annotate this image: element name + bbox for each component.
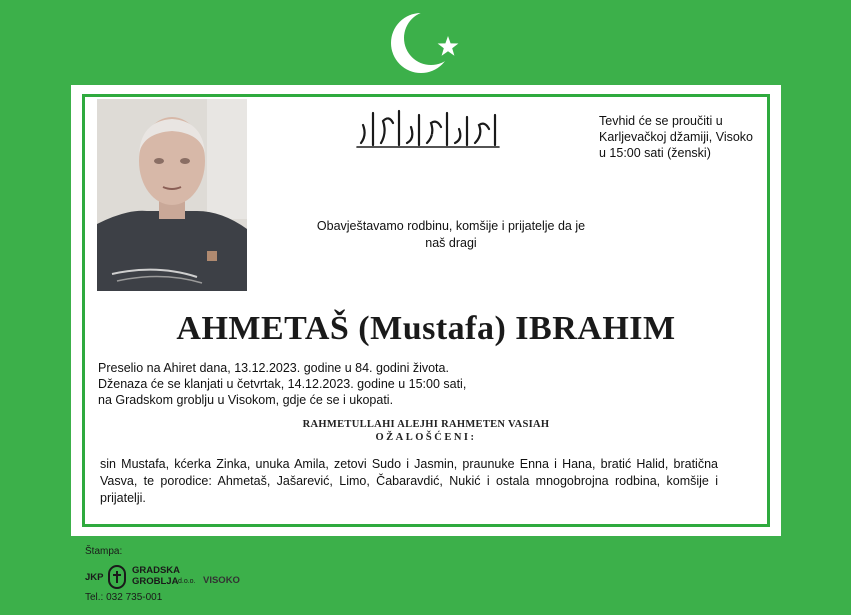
mourners-label: OŽALOŠĆENI: xyxy=(375,432,477,443)
details-line: Preselio na Ahiret dana, 13.12.2023. godine u 84. godini života. xyxy=(98,361,449,375)
announcement-line: naš dragi xyxy=(425,236,477,250)
details-line: Dženaza će se klanjati u četvrtak, 14.12.2023. godine u 15:00 sati, xyxy=(98,377,467,391)
tevhid-line: Karljevačkoj džamiji, Visoko xyxy=(599,130,753,144)
org-name xyxy=(132,565,180,587)
svg-text:ارتحل الى ربها: ارتحل الى ربها xyxy=(428,135,434,136)
tevhid-notice xyxy=(599,113,769,161)
prayer-block xyxy=(71,418,781,444)
org-suffix: d.o.o. xyxy=(178,578,196,585)
tevhid-line: Tevhid će se proučiti u xyxy=(599,114,723,128)
org-prefix: JKP xyxy=(85,572,104,583)
printer-logo xyxy=(85,563,255,591)
death-details xyxy=(98,360,518,408)
arabic-calligraphy-heading xyxy=(353,105,503,151)
family-list: sin Mustafa, kćerka Zinka, unuka Amila, zetovi Sudo i Jasmin, praunuke Enna i Hana, bratić Halid, bratična Vasva, te porodice: Ahmetaš, Jašarević, Limo, Čabaravdić, Nukić i ostala mnogobrojna rodbina, komšije i prijatelji. xyxy=(100,457,718,505)
phone-number: Tel.: 032 735-001 xyxy=(85,592,163,603)
deceased-name: AHMETAŠ (Mustafa) IBRAHIM xyxy=(176,310,676,347)
org-line: GROBLJA xyxy=(132,576,179,587)
cemetery-logo-icon xyxy=(107,564,127,590)
obituary-card xyxy=(71,85,781,536)
org-city: VISOKO xyxy=(203,575,240,586)
tevhid-line: u 15:00 sati (ženski) xyxy=(599,146,711,160)
deceased-photo xyxy=(97,99,247,291)
org-line: GRADSKA xyxy=(132,565,181,576)
details-line: na Gradskom groblju u Visokom, gdje će se i ukopati. xyxy=(98,393,394,407)
announcement-line: Obavještavamo rodbinu, komšije i prijatelje da je xyxy=(316,219,586,233)
prayer-text: RAHMETULLAHI ALEJHI RAHMETEN VASIAH xyxy=(302,419,550,430)
printed-by-label: Štampa: xyxy=(85,546,123,557)
crescent-star-icon xyxy=(391,10,463,76)
announcement xyxy=(306,218,596,252)
